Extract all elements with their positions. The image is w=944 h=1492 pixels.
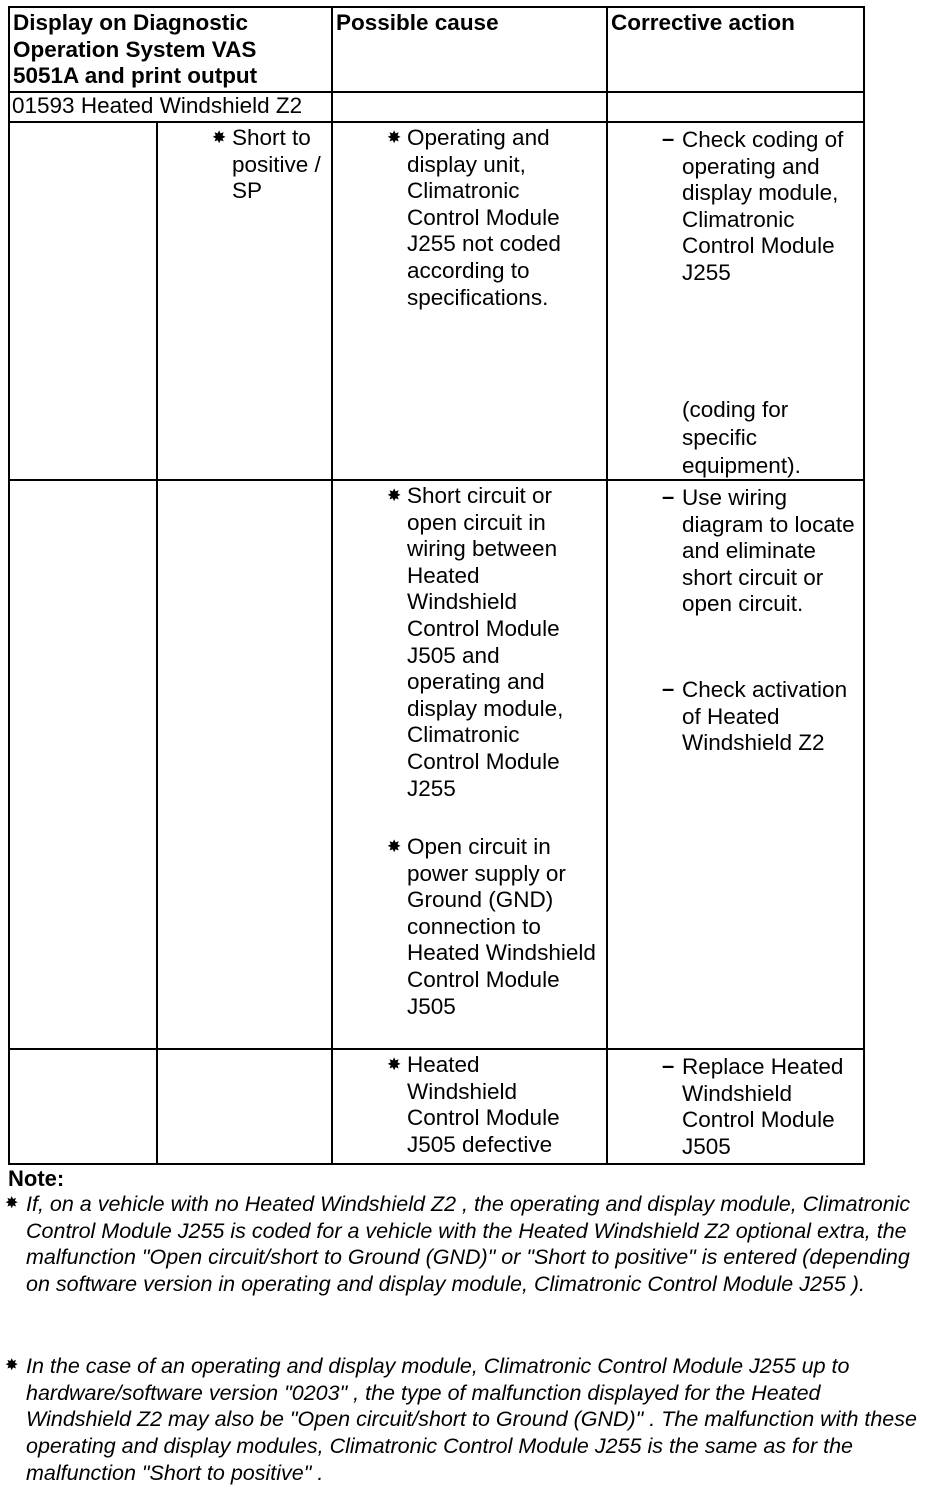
asterisk-bullet-icon: ✸ [387, 1055, 402, 1074]
cause-item: Heated Windshield Control Module J505 defective [407, 1052, 560, 1157]
cause-item: Operating and display unit, Climatronic Control Module J255 not coded according to specifications. [407, 125, 561, 310]
asterisk-bullet-icon: ✸ [5, 1357, 19, 1374]
cause-item: Open circuit in power supply or Ground (GND) connection to Heated Windshield Control Module J505 [407, 834, 596, 1019]
asterisk-bullet-icon: ✸ [212, 128, 227, 147]
diagnostic-table [8, 6, 865, 1165]
asterisk-bullet-icon: ✸ [387, 837, 402, 856]
asterisk-bullet-icon: ✸ [387, 486, 402, 505]
cause-item: Short circuit or open circuit in wiring between Heated Windshield Control Module J505 and operating and display module, Climatronic Control Module J255 [407, 483, 564, 801]
asterisk-bullet-icon: ✸ [387, 128, 402, 147]
action-item: Check coding of operating and display module, Climatronic Control Module J255 [682, 127, 844, 285]
header-display: Display on Diagnostic Operation System VAS 5051A and print output [13, 10, 258, 88]
note-item: If, on a vehicle with no Heated Windshield Z2 , the operating and display module, Climatronic Control Module J255 is coded for a vehicle with the Heated Windshield Z2 optional extra, the malfunction "Open circuit/short to Ground (GND)" or "Short to positive" is entered (depending on software version in operating and display module, Climatronic Control Module J255 ). [26, 1192, 911, 1297]
dash-bullet-icon: – [662, 1053, 675, 1078]
action-item: Replace Heated Windshield Control Module J505 [682, 1054, 844, 1159]
dash-bullet-icon: – [662, 484, 675, 509]
header-cause: Possible cause [336, 10, 499, 35]
action-item: Check activation of Heated Windshield Z2 [682, 677, 848, 756]
fault-type: Short to positive / SP [232, 125, 321, 204]
note-title: Note: [8, 1166, 65, 1191]
dtc-row-divider [8, 121, 865, 123]
action-item: Use wiring diagram to locate and eliminate short circuit or open circuit. [682, 485, 855, 617]
dash-bullet-icon: – [662, 126, 675, 151]
table-border-bottom [8, 1163, 865, 1165]
column-divider [606, 6, 608, 1165]
asterisk-bullet-icon: ✸ [5, 1195, 19, 1212]
dash-bullet-icon: – [662, 676, 675, 701]
table-border-left [8, 6, 10, 1165]
row-divider [8, 1048, 865, 1050]
dtc-code: 01593 Heated Windshield Z2 [12, 93, 303, 118]
column-divider [331, 6, 333, 1165]
table-border-top [8, 6, 865, 8]
sub-column-divider [156, 121, 158, 1165]
action-note: (coding for specific equipment). [682, 397, 801, 478]
header-action: Corrective action [611, 10, 795, 35]
note-item: In the case of an operating and display module, Climatronic Control Module J255 up to hardware/software version "0203" , the type of malfunction displayed for the Heated Windshield Z2 may also be "Open circuit/short to Ground (GND)" . The malfunction with these operating and display modules, Climatronic Control Module J255 is the same as for the malfunction "Short to positive" . [26, 1354, 917, 1485]
table-border-right [863, 6, 865, 1165]
